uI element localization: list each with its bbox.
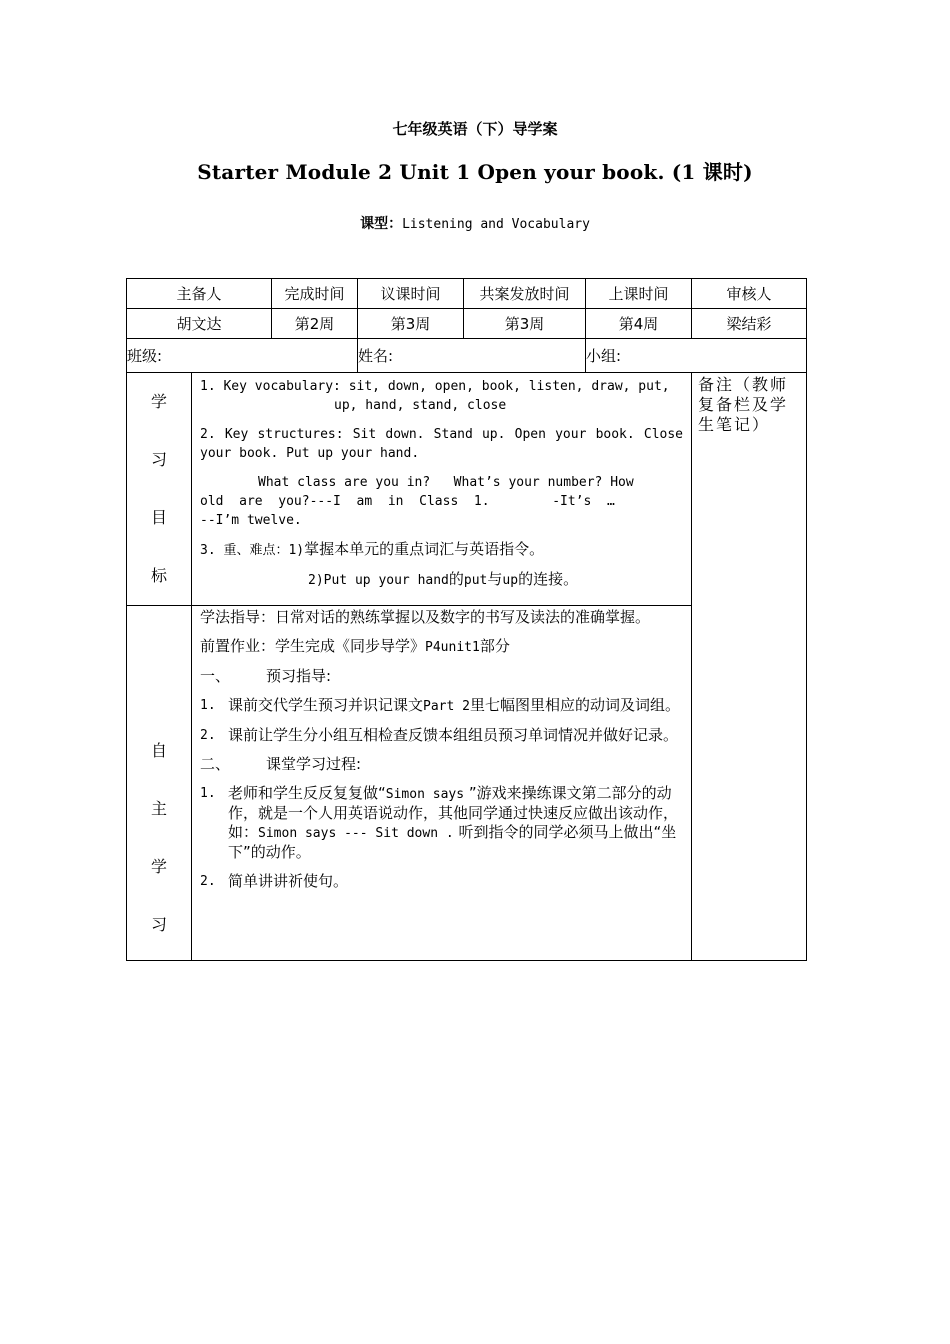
- objectives-label: [127, 373, 192, 606]
- list-item-number: 2.: [200, 874, 216, 889]
- label-char: 学: [150, 857, 167, 876]
- kp2-up: up: [502, 573, 519, 588]
- item-text-part: ”游戏来操练课文第二部分的动作，就是一个人用英语说动作，其他同学通过快速反应做出该动作，如：: [228, 784, 679, 841]
- header-cell: 审核人: [692, 279, 807, 309]
- pre-homework: [200, 637, 683, 657]
- value-cell: 第3周: [358, 309, 464, 339]
- study-method: 学法指导：日常对话的熟练掌握以及数字的书写及读法的准确掌握。: [200, 608, 651, 626]
- value-cell: 第2周: [272, 309, 358, 339]
- label-char: 学: [150, 392, 167, 411]
- item-text-part: 里七幅图里相应的动词及词组。: [469, 696, 680, 714]
- list-item-number: 1.: [200, 698, 216, 713]
- label-char: 标: [150, 566, 167, 585]
- label-char: 目: [150, 508, 167, 527]
- group-field[interactable]: 小组:: [586, 339, 807, 373]
- key-points-prefix: 3. 重、难点：1): [200, 543, 305, 558]
- label-char: 主: [150, 799, 167, 818]
- key-vocabulary: [200, 377, 683, 415]
- item-text-part: 课前交代学生预习并识记课文: [228, 696, 424, 714]
- vocab-line-2: up, hand, stand, close: [334, 398, 507, 413]
- pre-homework-suffix: 部分: [479, 637, 510, 655]
- key-structures: 2. Key structures: Sit down. Stand up. Open your book. Close your book. Put up your hand.: [200, 427, 684, 461]
- list-item-text: [228, 784, 683, 862]
- section-2-number: 二、: [200, 755, 231, 773]
- list-item-text: [228, 696, 683, 716]
- value-cell: 第3周: [464, 309, 586, 339]
- item-text-code: Simon says --- Sit down .: [258, 826, 454, 841]
- kp2-prefix: 2)Put up your hand: [308, 573, 449, 588]
- list-item: [200, 726, 683, 745]
- pre-homework-prefix: 前置作业：学生完成《同步导学》: [200, 637, 426, 655]
- self-study-label: [127, 606, 192, 961]
- questions-line-1: What class are you in? What’s your number? How: [258, 475, 634, 490]
- class-field[interactable]: 班级:: [127, 339, 358, 373]
- header-cell: 议课时间: [358, 279, 464, 309]
- label-char: 习: [150, 915, 167, 934]
- section-2-heading: [200, 755, 683, 774]
- list-item-text: 课前让学生分小组互相检查反馈本组组员预习单词情况并做好记录。: [228, 726, 679, 744]
- list-item: [200, 872, 683, 891]
- list-item: [200, 696, 683, 716]
- list-item: [200, 784, 683, 862]
- item-text-code: Simon says: [385, 787, 465, 802]
- section-1-heading: [200, 667, 683, 686]
- lesson-type: [0, 213, 950, 233]
- page-title: 七年级英语（下）导学案: [392, 120, 558, 138]
- pre-homework-code: P4unit1: [425, 640, 480, 655]
- vocab-line-1: 1. Key vocabulary: sit, down, open, book, listen, draw, put,: [200, 379, 670, 394]
- notes-label: 备注（教师复备栏及学生笔记）: [698, 375, 789, 434]
- header-cell: 共案发放时间: [464, 279, 586, 309]
- objectives-content: [192, 373, 692, 606]
- header-cell: 完成时间: [272, 279, 358, 309]
- header-cell: 上课时间: [586, 279, 692, 309]
- key-points-2: [200, 570, 683, 590]
- section-2-title: 课堂学习过程:: [266, 755, 362, 773]
- objectives-row: [127, 373, 807, 606]
- lesson-plan-table: [126, 278, 807, 961]
- section-1-number: 一、: [200, 667, 231, 685]
- item-text-code: Part 2: [423, 699, 470, 714]
- kp2-mid1: 的: [448, 570, 464, 588]
- lesson-type-label: 课型：: [360, 216, 403, 232]
- value-cell: 梁结彩: [692, 309, 807, 339]
- item-text-part: 老师和学生反反复复做“: [228, 784, 386, 802]
- label-char: 自: [150, 741, 167, 760]
- list-item-number: 2.: [200, 728, 216, 743]
- questions-line-2: old are you?---I am in Class 1. -It’s …: [200, 494, 615, 509]
- list-item-text: 简单讲讲祈使句。: [228, 872, 349, 890]
- kp2-end: 的连接。: [518, 570, 579, 588]
- value-cell: 胡文达: [127, 309, 272, 339]
- name-field[interactable]: 姓名:: [358, 339, 586, 373]
- teacher-notes-column[interactable]: [692, 373, 807, 961]
- label-char: 习: [150, 450, 167, 469]
- student-info-row: [127, 339, 807, 373]
- list-item-number: 1.: [200, 786, 216, 801]
- value-cell: 第4周: [586, 309, 692, 339]
- lesson-type-value: Listening and Vocabulary: [402, 217, 590, 232]
- key-points-text: 掌握本单元的重点词汇与英语指令。: [304, 540, 545, 558]
- header-cell: 主备人: [127, 279, 272, 309]
- subtitle: Starter Module 2 Unit 1 Open your book. (1 课时): [197, 160, 753, 184]
- header-row: [127, 279, 807, 309]
- key-questions: [200, 473, 683, 530]
- questions-line-3: --I’m twelve.: [200, 513, 302, 528]
- key-points: [200, 540, 683, 560]
- kp2-mid2: 与: [487, 570, 503, 588]
- self-study-content: [192, 606, 692, 961]
- section-1-title: 预习指导:: [266, 667, 332, 685]
- values-row: [127, 309, 807, 339]
- item-text-part: 听到指令的同学必须马上做出“坐下”的动作。: [228, 823, 677, 861]
- kp2-put: put: [463, 573, 488, 588]
